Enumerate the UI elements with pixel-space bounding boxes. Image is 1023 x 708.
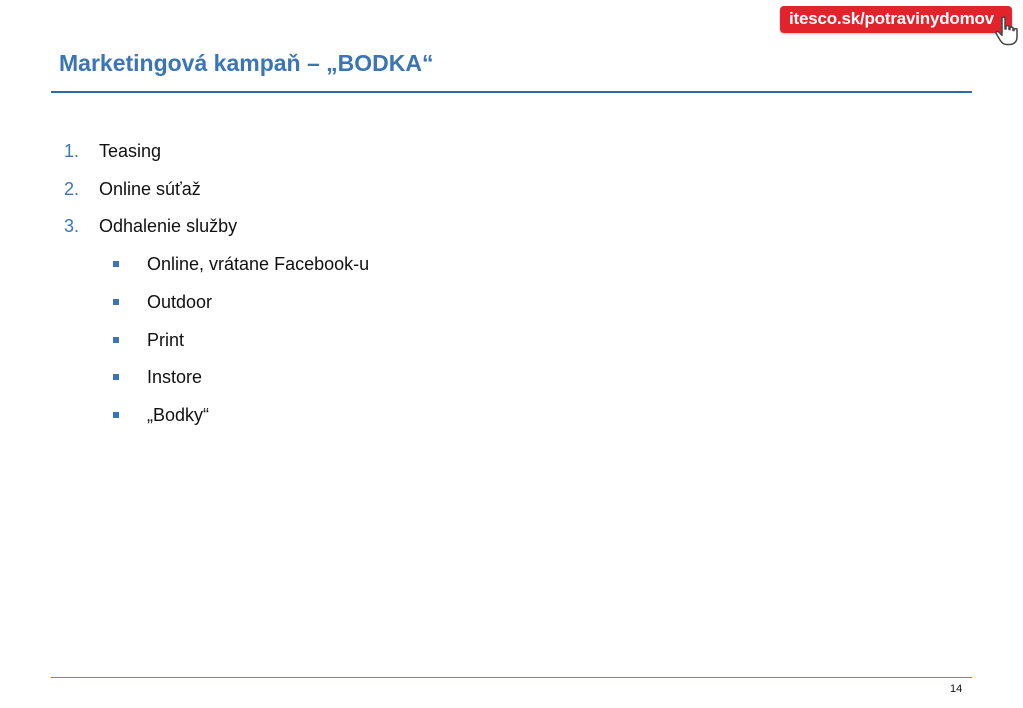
slide-title: Marketingová kampaň – „BODKA“: [59, 50, 434, 76]
bullet-item-label: Outdoor: [147, 291, 213, 312]
list-item-label: Odhalenie služby: [99, 216, 238, 236]
page-number: 14: [950, 683, 963, 695]
square-bullet-icon: [113, 412, 119, 418]
bullet-item-label: „Bodky“: [147, 405, 210, 426]
list-number: 2.: [64, 178, 80, 199]
logo-text: itesco.sk/potravinydomov: [789, 9, 994, 28]
square-bullet-icon: [113, 261, 119, 267]
hand-pointer-icon: [994, 16, 1020, 46]
square-bullet-icon: [113, 374, 119, 380]
bullet-item-label: Print: [147, 329, 185, 350]
list-number: 1.: [64, 141, 80, 161]
list-number: 3.: [64, 216, 80, 236]
title-divider: [51, 91, 972, 93]
bullet-item-label: Online, vrátane Facebook-u: [147, 254, 370, 274]
bullet-item-label: Instore: [147, 367, 203, 388]
list-item-label: Teasing: [99, 141, 162, 161]
list-item-label: Online súťaž: [99, 178, 201, 199]
square-bullet-icon: [113, 337, 119, 343]
itesco-logo[interactable]: [780, 6, 1012, 33]
footer-divider: [51, 677, 972, 678]
square-bullet-icon: [113, 299, 119, 305]
